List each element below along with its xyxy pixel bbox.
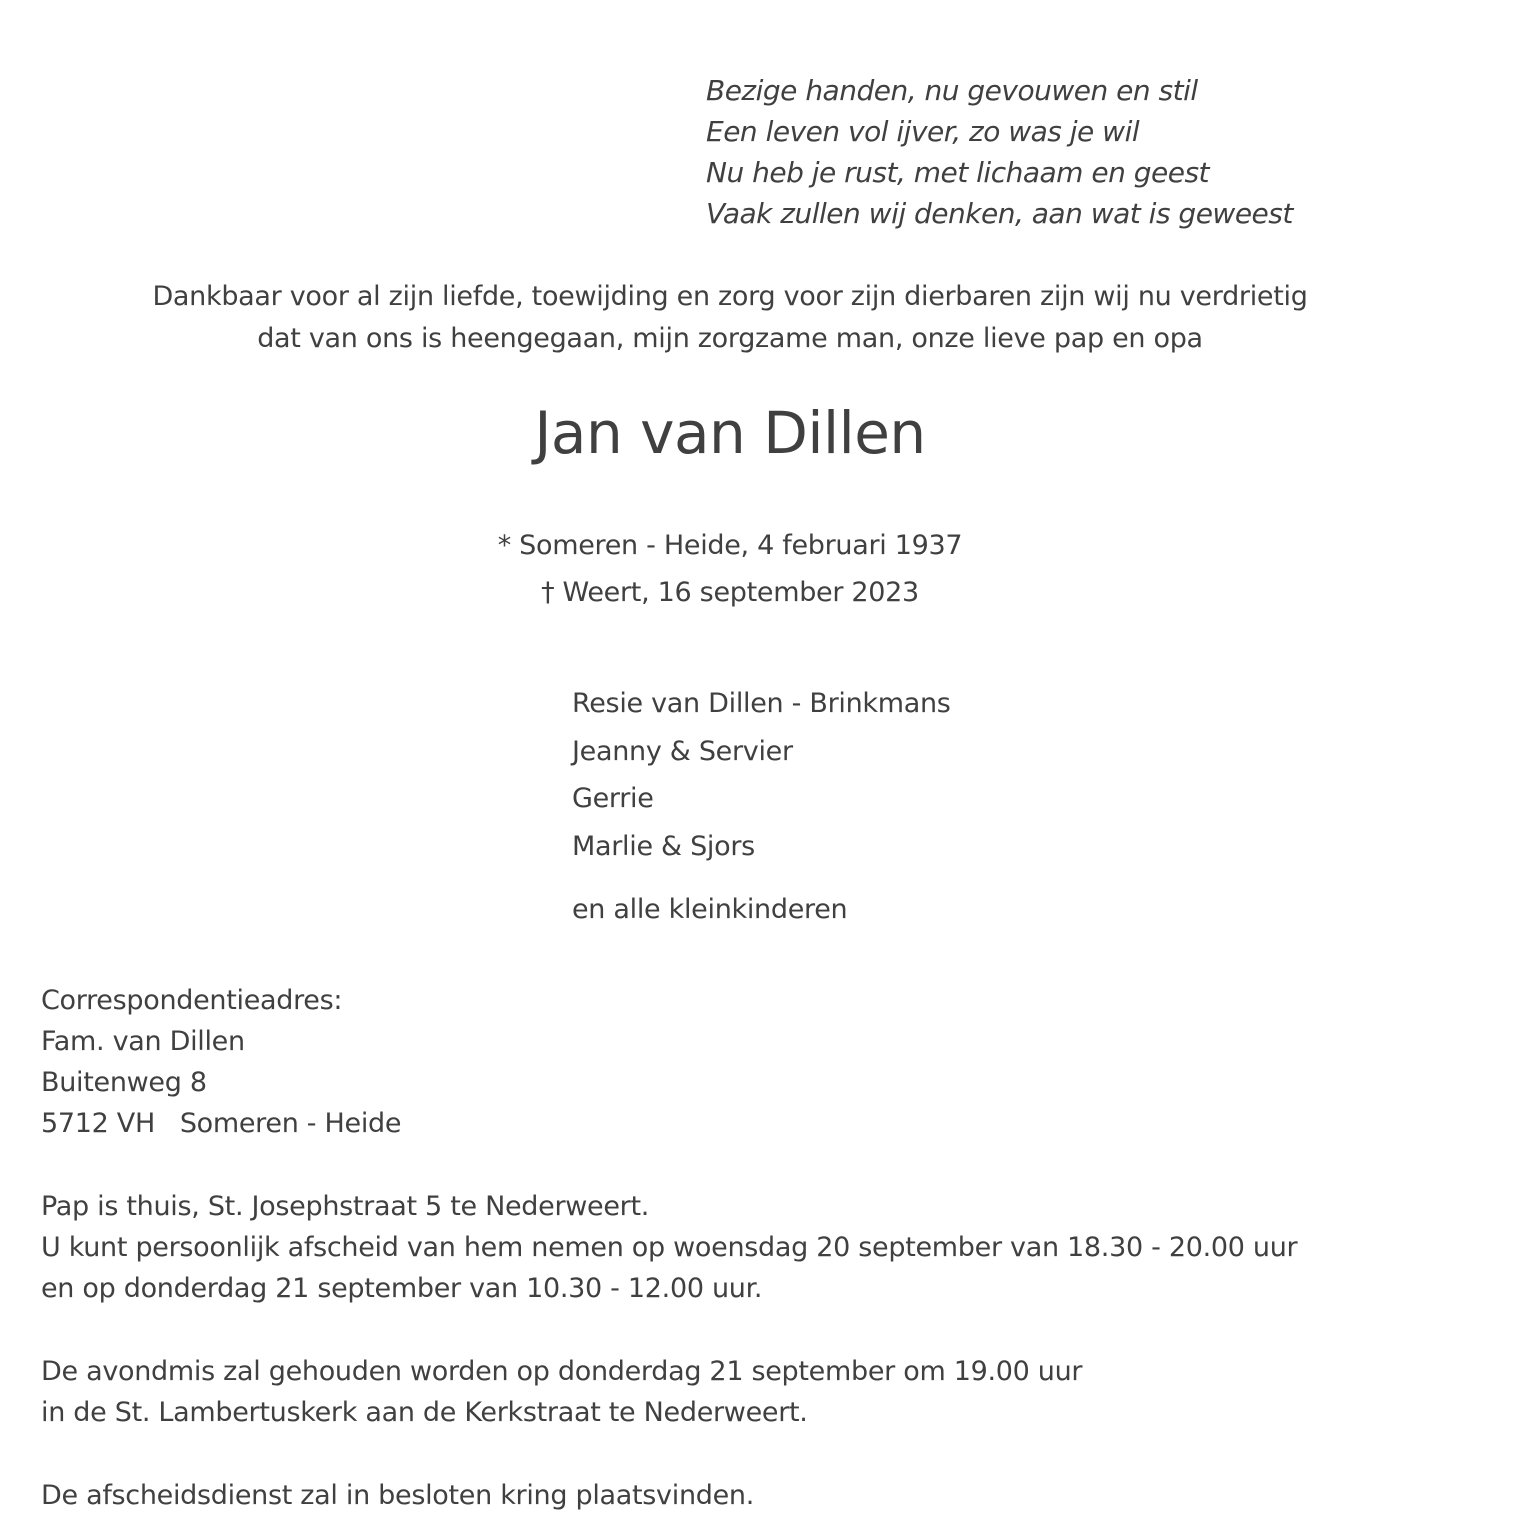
visitation-info <box>41 1186 1297 1309</box>
evening-mass-info <box>41 1351 1082 1433</box>
family-member: Gerrie <box>572 783 654 814</box>
family-member: Jeanny & Servier <box>572 735 793 767</box>
life-dates <box>0 522 1460 616</box>
poem-line: Vaak zullen wij denken, aan wat is geweest <box>706 197 1293 230</box>
correspondence-address <box>41 980 401 1144</box>
address-line: 5712 VH Someren - Heide <box>41 1108 402 1139</box>
birth-line: * Someren - Heide, 4 februari 1937 <box>497 530 963 561</box>
mass-line: in de St. Lambertuskerk aan de Kerkstraat te Nederweert. <box>41 1397 808 1428</box>
death-line: † Weert, 16 september 2023 <box>541 577 919 608</box>
farewell-info <box>41 1475 754 1516</box>
poem <box>706 70 1293 234</box>
deceased-name: Jan van Dillen <box>534 399 926 467</box>
intro-line: dat van ons is heengegaan, mijn zorgzame man, onze lieve pap en opa <box>257 323 1203 354</box>
poem-line: Een leven vol ijver, zo was je wil <box>706 115 1140 148</box>
family-member: Marlie & Sjors <box>572 830 755 862</box>
intro-line: Dankbaar voor al zijn liefde, toewijding en zorg voor zijn dierbaren zijn wij nu verdrietig <box>152 281 1308 312</box>
farewell-line: De afscheidsdienst zal in besloten kring plaatsvinden. <box>41 1480 754 1511</box>
poem-line: Bezige handen, nu gevouwen en stil <box>706 74 1198 107</box>
mass-line: De avondmis zal gehouden worden op donderdag 21 september om 19.00 uur <box>41 1356 1083 1387</box>
family-list <box>572 680 951 870</box>
family-member: Resie van Dillen - Brinkmans <box>572 688 951 719</box>
address-line: Buitenweg 8 <box>41 1067 207 1098</box>
address-label: Correspondentieadres: <box>41 985 343 1016</box>
visitation-line: en op donderdag 21 september van 10.30 - 12.00 uur. <box>41 1273 763 1304</box>
visitation-line: U kunt persoonlijk afscheid van hem nemen op woensdag 20 september van 18.30 - 20.00 uur <box>41 1232 1298 1263</box>
address-line: Fam. van Dillen <box>41 1026 245 1057</box>
intro-text <box>0 276 1460 360</box>
grandchildren-line: en alle kleinkinderen <box>572 894 848 925</box>
poem-line: Nu heb je rust, met lichaam en geest <box>706 156 1210 189</box>
visitation-line: Pap is thuis, St. Josephstraat 5 te Nederweert. <box>41 1191 650 1222</box>
